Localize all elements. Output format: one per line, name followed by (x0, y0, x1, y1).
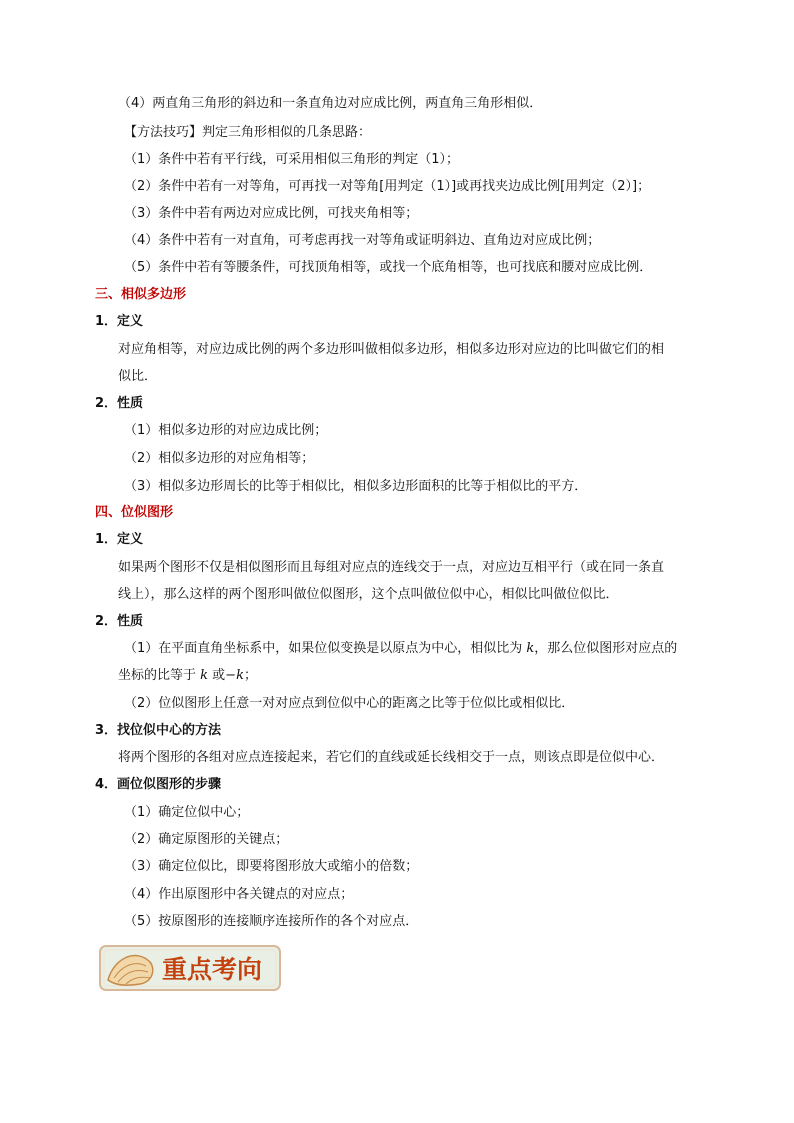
banner-title: 重点考向 (162, 955, 263, 984)
subheading-definition: 1．定义 (95, 314, 144, 329)
text-fragment: 坐标的比等于 (118, 668, 201, 683)
subheading-drawing-steps: 4．画位似图形的步骤 (95, 777, 222, 792)
text-line: 对应角相等，对应边成比例的两个多边形叫做相似多边形，相似多边形对应边的比叫做它们的相 (118, 342, 665, 357)
subheading-definition: 1．定义 (95, 532, 144, 547)
text-line: （2）确定原图形的关键点； (124, 832, 289, 847)
text-line: （4）作出原图形中各关键点的对应点； (124, 887, 354, 902)
section-heading-similar-polygons: 三、相似多边形 (95, 287, 187, 302)
text-line: （4）两直角三角形的斜边和一条直角边对应成比例，两直角三角形相似． (118, 96, 543, 111)
text-line: （1）确定位似中心； (124, 805, 250, 820)
text-line: （1）条件中若有平行线，可采用相似三角形的判定（1）； (124, 152, 460, 167)
section-heading-homothetic-figures: 四、位似图形 (95, 505, 174, 520)
text-fragment: ； (243, 668, 257, 683)
subheading-find-center: 3．找位似中心的方法 (95, 723, 222, 738)
text-line: 将两个图形的各组对应点连接起来，若它们的直线或延长线相交于一点，则该点即是位似中心． (118, 750, 665, 765)
text-line: （3）条件中若有两边对应成比例，可找夹角相等； (124, 206, 419, 221)
math-variable-k: k (200, 668, 209, 683)
text-line: 线上），那么这样的两个图形叫做位似图形，这个点叫做位似中心，相似比叫做位似比． (118, 587, 619, 602)
text-line (124, 641, 677, 657)
math-variable-k: k (526, 641, 535, 656)
text-line: 似比． (118, 369, 158, 384)
text-fragment: 或 (208, 668, 226, 683)
text-line: （3）确定位似比，即要将图形放大或缩小的倍数； (124, 859, 419, 874)
text-line: （2）条件中若有一对等角，可再找一对等角[用判定（1）]或再找夹边成比例[用判定（2）]； (124, 179, 651, 194)
text-fragment: ，那么位似图形对应点的 (534, 641, 678, 656)
text-line: （3）相似多边形周长的比等于相似比，相似多边形面积的比等于相似比的平方． (124, 479, 588, 494)
text-line (118, 668, 257, 684)
subheading-properties: 2．性质 (95, 396, 144, 411)
text-line: （1）相似多边形的对应边成比例； (124, 423, 328, 438)
subheading-properties: 2．性质 (95, 614, 144, 629)
text-line: （4）条件中若有一对直角，可考虑再找一对等角或证明斜边、直角边对应成比例； (124, 233, 601, 248)
text-line: （5）条件中若有等腰条件，可找顶角相等，或找一个底角相等，也可找底和腰对应成比例． (124, 260, 653, 275)
text-line: 如果两个图形不仅是相似图形而且每组对应点的连线交于一点，对应边互相平行（或在同一条直 (118, 560, 665, 575)
text-fragment: （1）在平面直角坐标系中，如果位似变换是以原点为中心，相似比为 (124, 641, 527, 656)
key-points-banner (96, 940, 286, 996)
method-tips-heading: 【方法技巧】判定三角形相似的几条思路： (124, 125, 372, 140)
text-line: （2）位似图形上任意一对对应点到位似中心的距离之比等于位似比或相似比． (124, 696, 575, 711)
text-line: （2）相似多边形的对应角相等； (124, 451, 315, 466)
math-variable-neg-k: −k (225, 668, 244, 683)
text-line: （5）按原图形的连接顺序连接所作的各个对应点． (124, 914, 419, 929)
